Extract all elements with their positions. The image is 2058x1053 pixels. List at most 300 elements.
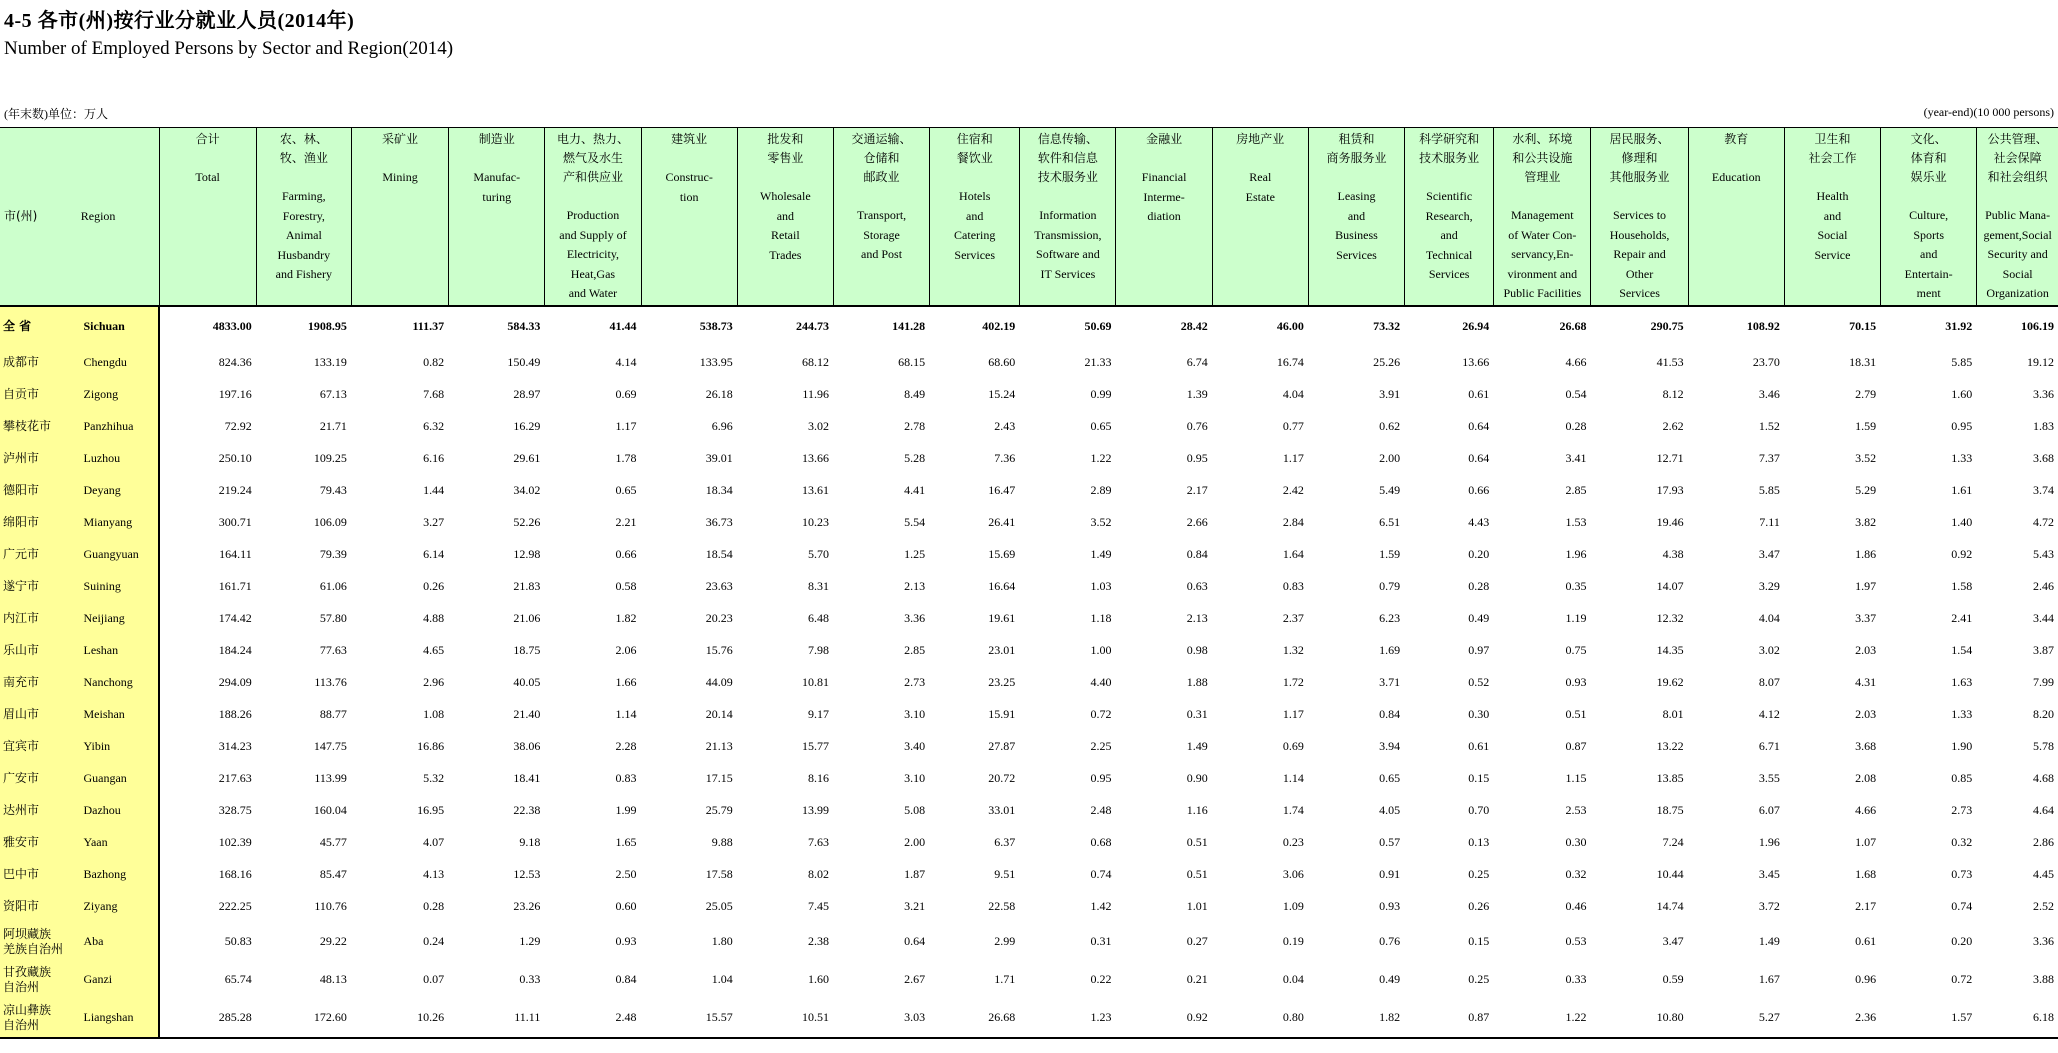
region-name-cn: 巴中市 (0, 859, 78, 891)
value-cell: 6.16 (423, 451, 445, 465)
region-name-cn: 乐山市 (0, 635, 78, 667)
value-cell: 4.65 (423, 643, 445, 657)
value-cell: 0.07 (423, 972, 445, 986)
value-cell: 18.41 (513, 771, 541, 785)
total-value-cell: 824.36 (218, 355, 252, 369)
value-cell: 0.69 (1282, 739, 1304, 753)
value-cell: 3.87 (2033, 643, 2054, 657)
region-name-cn: 德阳市 (0, 475, 78, 507)
total-value-cell: 294.09 (218, 675, 252, 689)
column-header (1405, 128, 1494, 306)
value-cell: 0.95 (1090, 771, 1112, 785)
value-cell: 0.62 (1379, 419, 1401, 433)
value-cell: 1.82 (615, 611, 637, 625)
region-name-cn: 绵阳市 (0, 507, 78, 539)
total-value-cell: 4833.00 (212, 319, 252, 333)
total-value-cell: 168.16 (218, 867, 252, 881)
value-cell: 3.68 (1855, 739, 1877, 753)
table-row (0, 507, 2058, 539)
value-cell: 0.58 (615, 579, 637, 593)
province-total-row (0, 306, 2058, 347)
value-cell: 14.07 (1656, 579, 1684, 593)
value-cell: 73.32 (1373, 319, 1401, 333)
column-header-cn: 公共管理、 社会保障 和社会组织 (1987, 132, 2048, 184)
value-cell: 2.79 (1855, 387, 1877, 401)
value-cell: 19.61 (988, 611, 1016, 625)
value-cell: 1.08 (423, 707, 445, 721)
value-cell: 28.42 (1180, 319, 1208, 333)
value-cell: 1.33 (1951, 707, 1973, 721)
value-cell: 1.69 (1379, 643, 1401, 657)
column-header-cn: 制造业 (478, 132, 515, 146)
value-cell: 6.37 (994, 835, 1016, 849)
value-cell: 18.75 (513, 643, 541, 657)
value-cell: 0.53 (1565, 934, 1587, 948)
value-cell: 28.97 (513, 387, 541, 401)
value-cell: 0.98 (1186, 643, 1208, 657)
value-cell: 1.23 (1020, 999, 1116, 1038)
region-name-cn: 凉山彝族 自治州 (0, 999, 78, 1038)
value-cell: 1.29 (519, 934, 541, 948)
value-cell: 0.93 (1379, 899, 1401, 913)
region-name-cn: 眉山市 (0, 699, 78, 731)
region-header-en: Region (80, 209, 116, 224)
value-cell: 4.43 (1468, 515, 1490, 529)
value-cell: 48.13 (319, 972, 347, 986)
value-cell: 23.25 (988, 675, 1016, 689)
value-cell: 2.03 (1855, 707, 1877, 721)
value-cell: 1.17 (1282, 451, 1304, 465)
value-cell: 3.02 (1758, 643, 1780, 657)
value-cell: 2.21 (615, 515, 637, 529)
value-cell: 0.74 (1090, 867, 1112, 881)
value-cell: 1.96 (1565, 547, 1587, 561)
value-cell: 8.02 (807, 867, 829, 881)
value-cell: 0.64 (1468, 419, 1490, 433)
table-row (0, 635, 2058, 667)
value-cell: 3.74 (2033, 483, 2054, 497)
value-cell: 0.93 (1565, 675, 1587, 689)
value-cell: 8.07 (1758, 675, 1780, 689)
value-cell: 2.52 (2033, 899, 2054, 913)
value-cell: 40.05 (513, 675, 541, 689)
value-cell: 13.22 (1656, 739, 1684, 753)
value-cell: 1.22 (1494, 999, 1591, 1038)
value-cell: 4.12 (1758, 707, 1780, 721)
value-cell: 0.83 (1282, 579, 1304, 593)
column-header-cn: 水利、环境 和公共设施 管理业 (1512, 132, 1573, 184)
value-cell: 2.06 (615, 643, 637, 657)
value-cell: 68.15 (898, 355, 926, 369)
value-cell: 1.78 (615, 451, 637, 465)
value-cell: 3.36 (2033, 934, 2054, 948)
column-header-en: Hotels and Catering Services (954, 189, 996, 262)
region-name-en: Bazhong (78, 859, 159, 891)
value-cell: 106.09 (313, 515, 347, 529)
value-cell: 108.92 (1746, 319, 1780, 333)
value-cell: 1.90 (1951, 739, 1973, 753)
value-cell: 9.51 (994, 867, 1016, 881)
value-cell: 4.66 (1855, 803, 1877, 817)
value-cell: 1.44 (423, 483, 445, 497)
value-cell: 1.42 (1090, 899, 1112, 913)
region-name-en: Deyang (78, 475, 159, 507)
value-cell: 5.32 (423, 771, 445, 785)
value-cell: 20.14 (705, 707, 733, 721)
value-cell: 19.12 (2027, 355, 2054, 369)
value-cell: 2.13 (1186, 611, 1208, 625)
value-cell: 0.27 (1186, 934, 1208, 948)
region-name-cn: 遂宁市 (0, 571, 78, 603)
value-cell: 1.67 (1758, 972, 1780, 986)
value-cell: 3.21 (904, 899, 926, 913)
value-cell: 2.85 (1565, 483, 1587, 497)
table-row (0, 379, 2058, 411)
column-header-cn: 采矿业 (382, 132, 419, 146)
region-name-en: Ziyang (78, 891, 159, 923)
value-cell: 4.14 (615, 355, 637, 369)
column-header-en: Manufac- turing (473, 170, 521, 204)
value-cell: 290.75 (1650, 319, 1684, 333)
value-cell: 10.44 (1656, 867, 1684, 881)
value-cell: 244.73 (795, 319, 829, 333)
column-header (1212, 128, 1308, 306)
value-cell: 12.71 (1656, 451, 1684, 465)
column-header-en: Public Mana- gement,Social Security and Social Organization (1983, 208, 2052, 300)
value-cell: 0.76 (1186, 419, 1208, 433)
value-cell: 4.64 (2033, 803, 2054, 817)
value-cell: 6.51 (1379, 515, 1401, 529)
total-value-cell: 197.16 (218, 387, 252, 401)
region-name-cn: 阿坝藏族 羌族自治州 (0, 923, 78, 961)
value-cell: 0.30 (1565, 835, 1587, 849)
value-cell: 8.12 (1662, 387, 1684, 401)
value-cell: 0.32 (1951, 835, 1973, 849)
unit-label-cn: (年末数)单位：万人 (4, 107, 108, 121)
region-name-en: Yibin (78, 731, 159, 763)
value-cell: 9.88 (711, 835, 733, 849)
value-cell: 13.99 (801, 803, 829, 817)
total-value-cell: 219.24 (218, 483, 252, 497)
column-header-en: Services to Households, Repair and Other Services (1609, 208, 1670, 300)
table-row (0, 571, 2058, 603)
value-cell: 0.51 (1186, 835, 1208, 849)
value-cell: 1.39 (1186, 387, 1208, 401)
value-cell: 1.32 (1282, 643, 1304, 657)
value-cell: 5.78 (2033, 739, 2054, 753)
value-cell: 0.64 (1468, 451, 1490, 465)
value-cell: 16.74 (1276, 355, 1304, 369)
value-cell: 133.95 (699, 355, 733, 369)
value-cell: 2.67 (904, 972, 926, 986)
value-cell: 7.45 (807, 899, 829, 913)
value-cell: 2.43 (994, 419, 1016, 433)
column-header (449, 128, 545, 306)
value-cell: 3.36 (2033, 387, 2054, 401)
column-header-en: Health and Social Service (1814, 189, 1851, 262)
value-cell: 0.49 (1468, 611, 1490, 625)
value-cell: 21.06 (513, 611, 541, 625)
region-name-cn: 泸州市 (0, 443, 78, 475)
value-cell: 3.41 (1565, 451, 1587, 465)
value-cell: 1.52 (1758, 419, 1780, 433)
value-cell: 0.46 (1565, 899, 1587, 913)
total-value-cell: 300.71 (218, 515, 252, 529)
value-cell: 1.49 (1758, 934, 1780, 948)
value-cell: 6.96 (711, 419, 733, 433)
value-cell: 4.13 (423, 867, 445, 881)
table-row (0, 411, 2058, 443)
table-row (0, 667, 2058, 699)
column-header (1494, 128, 1591, 306)
value-cell: 0.35 (1565, 579, 1587, 593)
value-cell: 2.73 (904, 675, 926, 689)
total-value-cell: 102.39 (218, 835, 252, 849)
column-header-en: Transport, Storage and Post (856, 208, 907, 261)
value-cell: 0.97 (1468, 643, 1490, 657)
value-cell: 0.30 (1468, 707, 1490, 721)
value-cell: 26.18 (705, 387, 733, 401)
value-cell: 1.19 (1565, 611, 1587, 625)
value-cell: 1.74 (1282, 803, 1304, 817)
value-cell: 538.73 (699, 319, 733, 333)
value-cell: 0.84 (615, 972, 637, 986)
value-cell: 2.00 (904, 835, 926, 849)
value-cell: 2.17 (1186, 483, 1208, 497)
table-title-cn: 4-5 各市(州)按行业分就业人员(2014年) (4, 10, 355, 32)
value-cell: 79.39 (319, 547, 347, 561)
value-cell: 1.60 (807, 972, 829, 986)
value-cell: 0.15 (1468, 934, 1490, 948)
value-cell: 0.96 (1855, 972, 1877, 986)
value-cell: 1.14 (615, 707, 637, 721)
value-cell: 7.99 (2033, 675, 2054, 689)
value-cell: 26.68 (1559, 319, 1587, 333)
column-header-cn: 合计 (195, 132, 220, 146)
value-cell: 113.99 (314, 771, 347, 785)
value-cell: 4.04 (1282, 387, 1304, 401)
value-cell: 3.47 (1758, 547, 1780, 561)
value-cell: 1.96 (1758, 835, 1780, 849)
value-cell: 0.84 (1379, 707, 1401, 721)
value-cell: 4.66 (1565, 355, 1587, 369)
region-name-cn: 自贡市 (0, 379, 78, 411)
value-cell: 1.49 (1090, 547, 1112, 561)
value-cell: 1.15 (1565, 771, 1587, 785)
value-cell: 0.66 (1468, 483, 1490, 497)
value-cell: 3.72 (1758, 899, 1780, 913)
value-cell: 1.71 (994, 972, 1016, 986)
value-cell: 0.51 (1186, 867, 1208, 881)
value-cell: 2.48 (545, 999, 641, 1038)
value-cell: 25.05 (705, 899, 733, 913)
value-cell: 1.03 (1090, 579, 1112, 593)
value-cell: 11.96 (802, 387, 829, 401)
value-cell: 1.60 (1951, 387, 1973, 401)
value-cell: 0.65 (1379, 771, 1401, 785)
total-value-cell: 188.26 (218, 707, 252, 721)
value-cell: 3.44 (2033, 611, 2054, 625)
column-header (351, 128, 448, 306)
value-cell: 7.68 (423, 387, 445, 401)
value-cell: 85.47 (319, 867, 347, 881)
value-cell: 0.57 (1379, 835, 1401, 849)
value-cell: 1.01 (1186, 899, 1208, 913)
value-cell: 5.70 (807, 547, 829, 561)
value-cell: 0.83 (615, 771, 637, 785)
value-cell: 18.54 (705, 547, 733, 561)
column-header-cn: 居民服务、 修理和 其他服务业 (1609, 132, 1670, 184)
value-cell: 2.84 (1282, 515, 1304, 529)
table-row (0, 763, 2058, 795)
value-cell: 0.72 (1951, 972, 1973, 986)
value-cell: 0.80 (1212, 999, 1308, 1038)
value-cell: 25.79 (705, 803, 733, 817)
value-cell: 0.24 (423, 934, 445, 948)
value-cell: 7.37 (1758, 451, 1780, 465)
value-cell: 29.22 (319, 934, 347, 948)
column-header-cn: 教育 (1724, 132, 1749, 146)
value-cell: 3.55 (1758, 771, 1780, 785)
value-cell: 21.40 (513, 707, 541, 721)
region-name-cn: 宜宾市 (0, 731, 78, 763)
value-cell: 1.17 (615, 419, 637, 433)
table-row (0, 603, 2058, 635)
table-row (0, 827, 2058, 859)
value-cell: 9.17 (807, 707, 829, 721)
value-cell: 17.15 (705, 771, 733, 785)
value-cell: 150.49 (507, 355, 541, 369)
value-cell: 0.92 (1116, 999, 1212, 1038)
total-value-cell: 250.10 (218, 451, 252, 465)
value-cell: 4.45 (2033, 867, 2054, 881)
value-cell: 3.52 (1855, 451, 1877, 465)
value-cell: 3.68 (2033, 451, 2054, 465)
value-cell: 9.18 (519, 835, 541, 849)
value-cell: 0.31 (1090, 934, 1112, 948)
value-cell: 12.32 (1656, 611, 1684, 625)
value-cell: 0.25 (1468, 972, 1490, 986)
value-cell: 2.17 (1855, 899, 1877, 913)
value-cell: 1.09 (1282, 899, 1304, 913)
value-cell: 23.01 (988, 643, 1016, 657)
value-cell: 18.34 (705, 483, 733, 497)
region-name-en: Leshan (78, 635, 159, 667)
value-cell: 1.59 (1379, 547, 1401, 561)
value-cell: 5.85 (1951, 355, 1973, 369)
value-cell: 15.77 (801, 739, 829, 753)
column-header (545, 128, 641, 306)
value-cell: 15.24 (988, 387, 1016, 401)
table-row (0, 999, 2058, 1038)
value-cell: 22.58 (988, 899, 1016, 913)
value-cell: 10.26 (351, 999, 448, 1038)
value-cell: 2.46 (2033, 579, 2054, 593)
total-value-cell: 285.28 (159, 999, 256, 1038)
value-cell: 141.28 (892, 319, 926, 333)
column-header-en: Scientific Research, and Technical Services (1425, 189, 1473, 281)
value-cell: 3.71 (1379, 675, 1401, 689)
value-cell: 2.50 (615, 867, 637, 881)
column-header (1881, 128, 1977, 306)
value-cell: 6.71 (1758, 739, 1780, 753)
value-cell: 21.33 (1084, 355, 1112, 369)
value-cell: 3.46 (1758, 387, 1780, 401)
value-cell: 1.16 (1186, 803, 1208, 817)
region-name-cn: 达州市 (0, 795, 78, 827)
value-cell: 1.49 (1186, 739, 1208, 753)
value-cell: 16.86 (417, 739, 445, 753)
value-cell: 2.48 (1090, 803, 1112, 817)
value-cell: 13.85 (1656, 771, 1684, 785)
column-header-en: Leasing and Business Services (1335, 189, 1378, 262)
value-cell: 0.26 (1468, 899, 1490, 913)
value-cell: 6.74 (1186, 355, 1208, 369)
value-cell: 2.36 (1784, 999, 1880, 1038)
region-name-cn: 内江市 (0, 603, 78, 635)
region-name-cn: 广元市 (0, 539, 78, 571)
total-value-cell: 328.75 (218, 803, 252, 817)
value-cell: 15.57 (641, 999, 737, 1038)
value-cell: 36.73 (705, 515, 733, 529)
value-cell: 46.00 (1276, 319, 1304, 333)
value-cell: 2.89 (1090, 483, 1112, 497)
value-cell: 0.68 (1090, 835, 1112, 849)
value-cell: 2.85 (904, 643, 926, 657)
value-cell: 4.68 (2033, 771, 2054, 785)
total-value-cell: 184.24 (218, 643, 252, 657)
value-cell: 133.19 (313, 355, 347, 369)
column-header (1020, 128, 1116, 306)
value-cell: 3.29 (1758, 579, 1780, 593)
value-cell: 5.54 (904, 515, 926, 529)
column-header (930, 128, 1020, 306)
employment-table (0, 127, 2058, 1039)
value-cell: 16.47 (988, 483, 1016, 497)
value-cell: 584.33 (507, 319, 541, 333)
value-cell: 5.85 (1758, 483, 1780, 497)
value-cell: 1.86 (1855, 547, 1877, 561)
value-cell: 33.01 (988, 803, 1016, 817)
value-cell: 10.80 (1591, 999, 1688, 1038)
value-cell: 7.36 (994, 451, 1016, 465)
value-cell: 5.28 (904, 451, 926, 465)
value-cell: 8.20 (2033, 707, 2054, 721)
column-header (737, 128, 833, 306)
column-header-en: Management of Water Con- servancy,En- vironment and Public Facilities (1503, 208, 1582, 300)
value-cell: 4.05 (1379, 803, 1401, 817)
value-cell: 3.27 (423, 515, 445, 529)
region-name-cn: 全 省 (0, 306, 78, 347)
region-name-en: Luzhou (78, 443, 159, 475)
value-cell: 1.68 (1855, 867, 1877, 881)
value-cell: 1.83 (2033, 419, 2054, 433)
value-cell: 38.06 (513, 739, 541, 753)
value-cell: 0.52 (1468, 675, 1490, 689)
value-cell: 0.21 (1186, 972, 1208, 986)
column-header (641, 128, 737, 306)
value-cell: 0.54 (1565, 387, 1587, 401)
value-cell: 0.13 (1468, 835, 1490, 849)
value-cell: 13.66 (801, 451, 829, 465)
table-row (0, 699, 2058, 731)
value-cell: 0.32 (1565, 867, 1587, 881)
value-cell: 23.26 (513, 899, 541, 913)
value-cell: 70.15 (1849, 319, 1877, 333)
column-header-en: Financial Interme- diation (1141, 170, 1187, 223)
value-cell: 20.72 (988, 771, 1016, 785)
value-cell: 0.04 (1282, 972, 1304, 986)
